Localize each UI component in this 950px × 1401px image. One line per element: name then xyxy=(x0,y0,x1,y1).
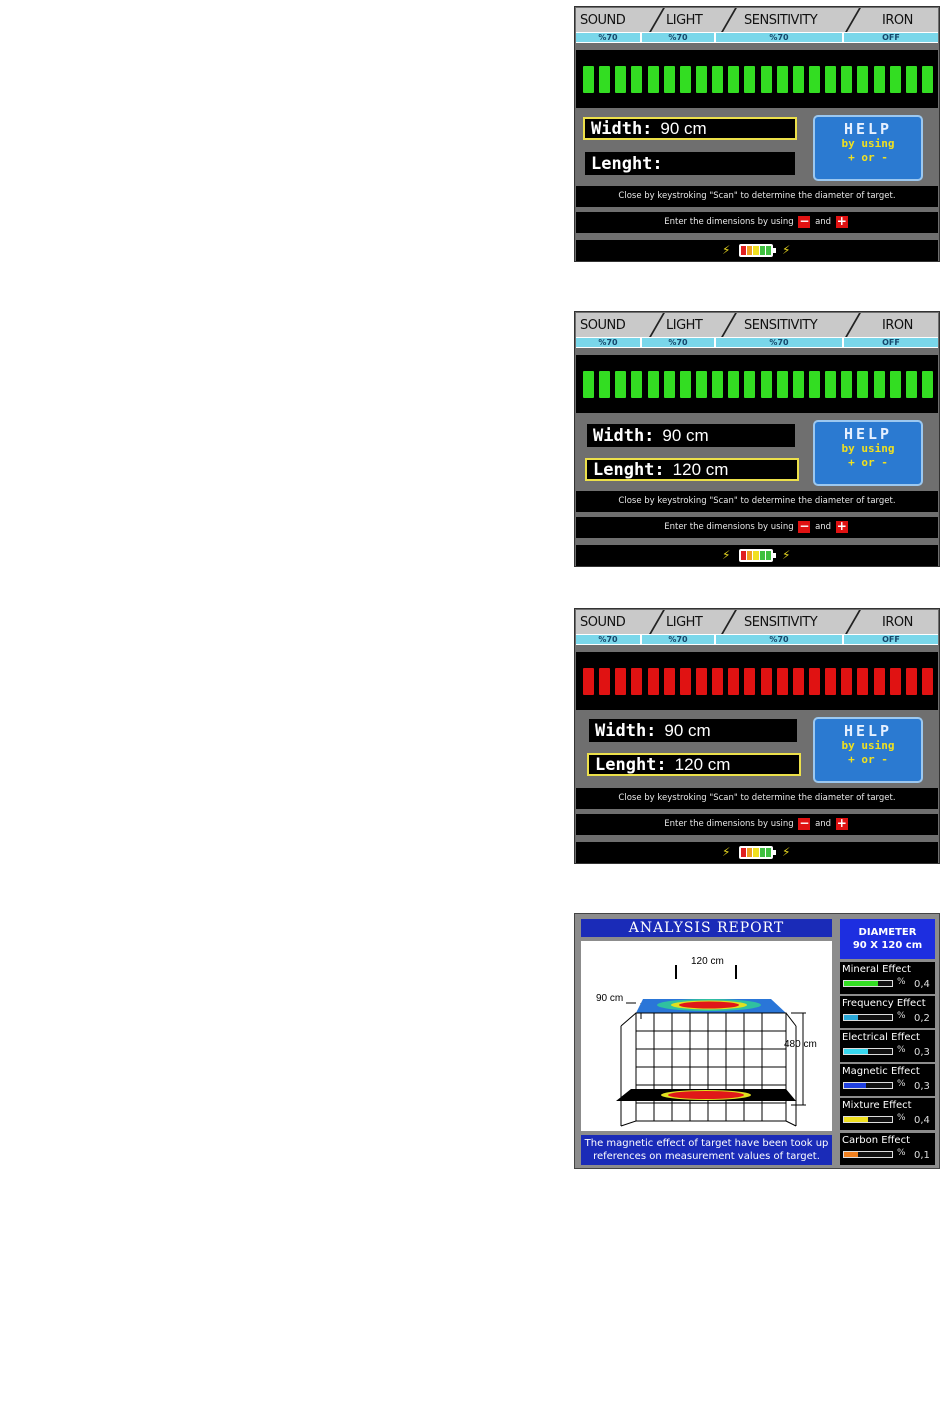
settings-tabs xyxy=(576,8,938,32)
length-label: Lenght: xyxy=(591,154,663,174)
percent-icon: % xyxy=(897,1113,906,1123)
battery-cell xyxy=(766,551,771,560)
bolt-left-icon: ⚡ xyxy=(722,548,731,562)
status-bar xyxy=(576,842,938,863)
meter-bar xyxy=(841,371,852,398)
effect-value: 0,3 xyxy=(914,1081,930,1092)
plus-icon: + xyxy=(836,518,847,533)
tab-divider xyxy=(845,610,861,634)
iron-value: OFF xyxy=(844,635,938,644)
meter-bar xyxy=(874,371,885,398)
battery-icon xyxy=(739,244,773,257)
battery-icon xyxy=(739,846,773,859)
meter-bar xyxy=(712,668,723,695)
meter-bars xyxy=(583,371,933,398)
bolt-left-icon: ⚡ xyxy=(722,845,731,859)
sensitivity-value: %70 xyxy=(716,33,842,42)
help-title: HELP xyxy=(843,425,893,443)
meter-bar xyxy=(696,371,707,398)
effect-bar-fill xyxy=(844,1015,858,1020)
meter-bar xyxy=(648,668,659,695)
battery-cell xyxy=(753,551,758,560)
meter-bar xyxy=(728,371,739,398)
light-value: %70 xyxy=(642,33,714,42)
meter-bar xyxy=(744,668,755,695)
meter-bar xyxy=(809,668,820,695)
dim-left-label: 90 cm xyxy=(596,993,624,1004)
minus-icon: − xyxy=(799,213,810,228)
meter-bar xyxy=(680,371,691,398)
meter-bar xyxy=(857,66,868,93)
help-title: HELP xyxy=(843,120,893,138)
battery-icon xyxy=(739,549,773,562)
sound-value: %70 xyxy=(576,635,640,644)
battery-cell xyxy=(760,246,765,255)
battery-cell xyxy=(766,848,771,857)
and-text: and xyxy=(815,819,832,829)
minus-icon: − xyxy=(799,518,810,533)
plus-icon: + xyxy=(836,213,847,228)
signal-meter xyxy=(576,652,938,710)
effect-label: Magnetic Effect xyxy=(842,1066,920,1077)
effect-bar-fill xyxy=(844,1117,868,1122)
meter-bar xyxy=(841,66,852,93)
meter-bar xyxy=(777,371,788,398)
meter-bar xyxy=(874,668,885,695)
meter-bar xyxy=(906,371,917,398)
meter-bar xyxy=(583,66,594,93)
width-field[interactable] xyxy=(587,424,795,447)
and-text: and xyxy=(815,217,832,227)
help-line-1: by using xyxy=(841,442,895,455)
length-label: Lenght: xyxy=(595,755,667,775)
settings-tabs xyxy=(576,313,938,337)
bolt-right-icon: ⚡ xyxy=(782,243,791,257)
tab-iron[interactable]: IRON xyxy=(882,13,913,28)
signal-meter xyxy=(576,355,938,413)
tab-light[interactable]: LIGHT xyxy=(666,318,703,333)
effect-bar xyxy=(843,1048,893,1055)
effect-label: Frequency Effect xyxy=(842,998,926,1009)
bolt-right-icon: ⚡ xyxy=(782,548,791,562)
battery-cell xyxy=(747,848,752,857)
meter-bar xyxy=(728,66,739,93)
iron-value: OFF xyxy=(844,338,938,347)
meter-bar xyxy=(680,668,691,695)
percent-icon: % xyxy=(897,1148,906,1158)
meter-bar xyxy=(744,371,755,398)
battery-tip xyxy=(773,850,776,855)
effect-row xyxy=(840,1098,935,1130)
effect-bar xyxy=(843,1014,893,1021)
percent-icon: % xyxy=(897,1079,906,1089)
meter-bar xyxy=(631,66,642,93)
tab-sensitivity[interactable]: SENSITIVITY xyxy=(744,318,818,333)
dim-right-label: 480 cm xyxy=(784,1039,817,1050)
battery-cell xyxy=(747,551,752,560)
meter-bar xyxy=(809,371,820,398)
effect-value: 0,4 xyxy=(914,979,930,990)
battery-tip xyxy=(773,553,776,558)
meter-bar xyxy=(599,66,610,93)
meter-bars xyxy=(583,66,933,93)
meter-bar xyxy=(761,668,772,695)
target-3d-graphic xyxy=(581,941,832,1131)
battery-cell xyxy=(753,246,758,255)
enter-message xyxy=(576,212,938,233)
sound-value: %70 xyxy=(576,33,640,42)
help-button[interactable] xyxy=(813,115,923,181)
tab-light[interactable]: LIGHT xyxy=(666,13,703,28)
bolt-left-icon: ⚡ xyxy=(722,243,731,257)
battery-cell xyxy=(760,848,765,857)
help-title: HELP xyxy=(843,722,893,740)
minus-icon: − xyxy=(799,815,810,830)
and-text: and xyxy=(815,522,832,532)
battery-cell xyxy=(753,848,758,857)
help-line-2: + or - xyxy=(848,456,888,469)
tab-sound[interactable]: SOUND xyxy=(580,318,626,333)
effect-label: Mixture Effect xyxy=(842,1100,912,1111)
meter-bar xyxy=(761,371,772,398)
meter-bar xyxy=(712,371,723,398)
meter-bar xyxy=(777,668,788,695)
battery-cell xyxy=(747,246,752,255)
percent-icon: % xyxy=(897,1011,906,1021)
effect-row xyxy=(840,996,935,1028)
diameter-label: DIAMETER xyxy=(858,927,917,938)
tab-light[interactable]: LIGHT xyxy=(666,615,703,630)
meter-bar xyxy=(744,66,755,93)
effect-value: 0,4 xyxy=(914,1115,930,1126)
close-message: Close by keystroking "Scan" to determine the diameter of target. xyxy=(576,186,938,207)
meter-bar xyxy=(728,668,739,695)
analysis-report xyxy=(574,913,940,1169)
light-value: %70 xyxy=(642,338,714,347)
meter-bar xyxy=(583,668,594,695)
meter-bar xyxy=(712,66,723,93)
battery-cell xyxy=(741,848,746,857)
length-field[interactable] xyxy=(585,458,799,481)
tab-sensitivity[interactable]: SENSITIVITY xyxy=(744,615,818,630)
sensitivity-value: %70 xyxy=(716,338,842,347)
meter-bar xyxy=(922,66,933,93)
width-value: 90 cm xyxy=(664,721,711,740)
tab-divider xyxy=(845,8,861,32)
tab-values xyxy=(576,32,938,43)
sensitivity-value: %70 xyxy=(716,635,842,644)
meter-bar xyxy=(696,668,707,695)
help-line-2: + or - xyxy=(848,151,888,164)
meter-bar xyxy=(825,371,836,398)
meter-bar xyxy=(631,668,642,695)
tab-divider xyxy=(649,8,665,32)
width-label: Width: xyxy=(593,426,655,446)
meter-bar xyxy=(664,371,675,398)
help-button[interactable] xyxy=(813,420,923,486)
effect-label: Mineral Effect xyxy=(842,964,911,975)
meter-bar xyxy=(809,66,820,93)
sound-value: %70 xyxy=(576,338,640,347)
enter-message xyxy=(576,814,938,835)
meter-bar xyxy=(906,66,917,93)
effect-label: Electrical Effect xyxy=(842,1032,920,1043)
percent-icon: % xyxy=(897,1045,906,1055)
effect-bar xyxy=(843,1082,893,1089)
meter-bar xyxy=(696,66,707,93)
diameter-value: 90 X 120 cm xyxy=(852,940,923,951)
tab-sound[interactable]: SOUND xyxy=(580,615,626,630)
effect-value: 0,2 xyxy=(914,1013,930,1024)
effect-bar xyxy=(843,1151,893,1158)
tab-values xyxy=(576,337,938,348)
battery-tip xyxy=(773,248,776,253)
enter-message xyxy=(576,517,938,538)
tab-divider xyxy=(721,8,737,32)
signal-meter xyxy=(576,50,938,108)
effect-value: 0,3 xyxy=(914,1047,930,1058)
tab-divider xyxy=(721,610,737,634)
meter-bar xyxy=(777,66,788,93)
tab-iron[interactable]: IRON xyxy=(882,615,913,630)
report-note: The magnetic effect of target have been took up references on measurement values of target. xyxy=(581,1135,832,1165)
meter-bar xyxy=(648,371,659,398)
detector-screen-1 xyxy=(574,6,940,262)
meter-bar xyxy=(680,66,691,93)
meter-bar xyxy=(615,371,626,398)
tab-divider xyxy=(845,313,861,337)
length-field[interactable] xyxy=(587,753,801,776)
meter-bar xyxy=(825,668,836,695)
battery-cell xyxy=(741,246,746,255)
battery-cell xyxy=(760,551,765,560)
help-line-1: by using xyxy=(841,137,895,150)
meter-bar xyxy=(599,371,610,398)
effect-value: 0,1 xyxy=(914,1150,930,1161)
enter-text: Enter the dimensions by using xyxy=(664,819,794,829)
effect-label: Carbon Effect xyxy=(842,1135,910,1146)
meter-bar xyxy=(825,66,836,93)
dim-top-label: 120 cm xyxy=(691,956,724,967)
meter-bar xyxy=(648,66,659,93)
meter-bar xyxy=(664,668,675,695)
effect-bar xyxy=(843,1116,893,1123)
help-button[interactable] xyxy=(813,717,923,783)
effect-bar-fill xyxy=(844,1083,866,1088)
meter-bar xyxy=(890,668,901,695)
effect-bar-fill xyxy=(844,981,878,986)
help-line-1: by using xyxy=(841,739,895,752)
width-label: Width: xyxy=(591,119,653,139)
meter-bar xyxy=(615,66,626,93)
effect-row xyxy=(840,1133,935,1165)
diameter-box xyxy=(840,919,935,959)
effect-row xyxy=(840,1030,935,1062)
meter-bar xyxy=(599,668,610,695)
meter-bar xyxy=(922,668,933,695)
length-field[interactable] xyxy=(585,152,795,175)
battery-cell xyxy=(741,551,746,560)
meter-bar xyxy=(857,668,868,695)
tab-sensitivity[interactable]: SENSITIVITY xyxy=(744,13,818,28)
settings-tabs xyxy=(576,610,938,634)
battery-cell xyxy=(766,246,771,255)
effect-bar-fill xyxy=(844,1049,868,1054)
light-value: %70 xyxy=(642,635,714,644)
width-label: Width: xyxy=(595,721,657,741)
effect-bar-fill xyxy=(844,1152,858,1157)
tab-values xyxy=(576,634,938,645)
meter-bar xyxy=(793,66,804,93)
target-3d-view xyxy=(581,941,832,1131)
meter-bar xyxy=(615,668,626,695)
meter-bar xyxy=(793,668,804,695)
meter-bar xyxy=(841,668,852,695)
meter-bar xyxy=(890,66,901,93)
status-bar xyxy=(576,240,938,261)
meter-bar xyxy=(761,66,772,93)
help-line-2: + or - xyxy=(848,753,888,766)
length-value: 120 cm xyxy=(672,460,729,479)
close-message: Close by keystroking "Scan" to determine the diameter of target. xyxy=(576,491,938,512)
meter-bar xyxy=(583,371,594,398)
width-value: 90 cm xyxy=(662,426,709,445)
tab-divider xyxy=(649,610,665,634)
tab-divider xyxy=(649,313,665,337)
meter-bar xyxy=(664,66,675,93)
length-label: Lenght: xyxy=(593,460,665,480)
bolt-right-icon: ⚡ xyxy=(782,845,791,859)
meter-bar xyxy=(793,371,804,398)
tab-sound[interactable]: SOUND xyxy=(580,13,626,28)
percent-icon: % xyxy=(897,977,906,987)
length-value: 120 cm xyxy=(674,755,731,774)
meter-bar xyxy=(906,668,917,695)
meter-bar xyxy=(631,371,642,398)
meter-bar xyxy=(922,371,933,398)
iron-value: OFF xyxy=(844,33,938,42)
meter-bars xyxy=(583,668,933,695)
effect-row xyxy=(840,962,935,994)
tab-divider xyxy=(721,313,737,337)
detector-screen-2 xyxy=(574,311,940,567)
close-message: Close by keystroking "Scan" to determine the diameter of target. xyxy=(576,788,938,809)
width-field[interactable] xyxy=(583,117,797,140)
plus-icon: + xyxy=(836,815,847,830)
enter-text: Enter the dimensions by using xyxy=(664,217,794,227)
status-bar xyxy=(576,545,938,566)
meter-bar xyxy=(890,371,901,398)
width-field[interactable] xyxy=(589,719,797,742)
meter-bar xyxy=(857,371,868,398)
tab-iron[interactable]: IRON xyxy=(882,318,913,333)
detector-screen-3 xyxy=(574,608,940,864)
meter-bar xyxy=(874,66,885,93)
effect-bar xyxy=(843,980,893,987)
width-value: 90 cm xyxy=(660,119,707,138)
effect-row xyxy=(840,1064,935,1096)
report-title: ANALYSIS REPORT xyxy=(581,919,832,937)
enter-text: Enter the dimensions by using xyxy=(664,522,794,532)
